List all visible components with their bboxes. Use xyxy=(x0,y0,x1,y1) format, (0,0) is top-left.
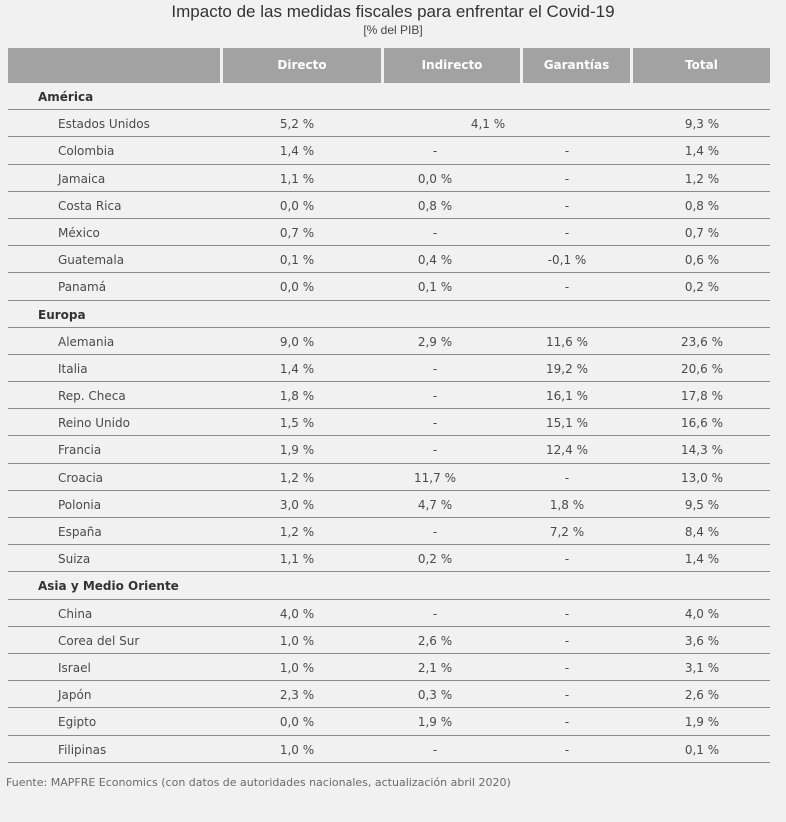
cell-indirecto: 4,7 % xyxy=(417,497,453,512)
cell-indirecto: 0,1 % xyxy=(417,280,453,295)
table-row xyxy=(8,165,770,192)
cell-garantias: 16,1 % xyxy=(546,389,588,404)
header-garantias: Garantías xyxy=(523,48,630,83)
cell-garantias: - xyxy=(564,742,570,757)
cell-directo: 0,0 % xyxy=(279,198,315,213)
cell-directo: 1,9 % xyxy=(279,443,315,458)
table-row xyxy=(8,192,770,219)
cell-indirecto: - xyxy=(432,742,438,757)
header-indirecto: Indirecto xyxy=(384,48,520,83)
region-label: Asia y Medio Oriente xyxy=(38,579,179,594)
table-row xyxy=(8,708,770,735)
cell-total: 0,1 % xyxy=(684,742,720,757)
cell-indirecto: - xyxy=(432,361,438,376)
cell-directo: 1,4 % xyxy=(279,361,315,376)
cell-indirecto: 0,2 % xyxy=(417,552,453,567)
cell-total: 3,1 % xyxy=(684,660,720,675)
cell-garantias: - xyxy=(564,470,570,485)
cell-total: 0,7 % xyxy=(684,225,720,240)
cell-garantias: - xyxy=(564,171,570,186)
cell-directo: 1,2 % xyxy=(279,470,315,485)
cell-directo: 1,8 % xyxy=(279,389,315,404)
cell-directo: 0,1 % xyxy=(279,253,315,268)
header-directo: Directo xyxy=(223,48,381,83)
table-body xyxy=(8,83,770,763)
country-label: Jamaica xyxy=(58,171,106,186)
cell-directo: 1,2 % xyxy=(279,525,315,539)
country-label: Francia xyxy=(58,443,102,458)
table-row xyxy=(8,518,770,545)
region-row xyxy=(8,83,770,110)
country-label: Polonia xyxy=(58,497,102,512)
cell-garantias: - xyxy=(564,715,570,730)
fiscal-measures-table xyxy=(8,48,770,763)
table-row xyxy=(8,137,770,164)
table-row xyxy=(8,681,770,708)
country-label: Israel xyxy=(58,660,91,675)
country-label: Colombia xyxy=(58,144,115,159)
cell-total: 1,2 % xyxy=(684,171,720,186)
table-row xyxy=(8,491,770,518)
cell-garantias: - xyxy=(564,688,570,703)
cell-indirecto: 0,0 % xyxy=(417,171,453,186)
table-row xyxy=(8,436,770,463)
cell-garantias: 12,4 % xyxy=(546,443,588,458)
cell-directo: 3,0 % xyxy=(279,497,315,512)
cell-total: 17,8 % xyxy=(681,389,723,404)
country-label: Alemania xyxy=(58,334,115,349)
table-row xyxy=(8,219,770,246)
region-row xyxy=(8,572,770,599)
country-label: Egipto xyxy=(58,715,97,730)
cell-total: 13,0 % xyxy=(681,470,723,485)
cell-indirecto: 2,1 % xyxy=(417,660,453,675)
cell-total: 9,3 % xyxy=(684,117,720,132)
cell-indirecto: 0,8 % xyxy=(417,198,453,213)
country-label: Suiza xyxy=(58,552,91,567)
country-label: China xyxy=(58,606,93,621)
cell-garantias: 11,6 % xyxy=(546,334,588,349)
country-label: Croacia xyxy=(58,470,104,485)
cell-total: 4,0 % xyxy=(684,606,720,621)
cell-directo: 2,3 % xyxy=(279,688,315,703)
cell-directo: 0,0 % xyxy=(279,280,315,295)
table-row xyxy=(8,627,770,654)
country-label: Panamá xyxy=(58,280,107,295)
country-label: Reino Unido xyxy=(58,416,130,431)
country-label: México xyxy=(58,225,100,240)
table-row xyxy=(8,600,770,627)
cell-directo: 4,0 % xyxy=(279,606,315,621)
country-label: Japón xyxy=(58,688,92,703)
cell-indirecto: 1,9 % xyxy=(417,715,453,730)
table-row xyxy=(8,464,770,491)
cell-garantias: - xyxy=(564,633,570,648)
header-label-col xyxy=(8,48,220,83)
cell-garantias: 19,2 % xyxy=(546,361,588,376)
cell-indirecto: - xyxy=(432,606,438,621)
cell-merged: 4,1 % xyxy=(470,117,506,132)
cell-indirecto: 0,3 % xyxy=(417,688,453,703)
cell-garantias: - xyxy=(564,660,570,675)
cell-garantias: - xyxy=(564,606,570,621)
cell-indirecto: 2,6 % xyxy=(417,633,453,648)
cell-total: 20,6 % xyxy=(681,361,723,376)
country-label: Estados Unidos xyxy=(58,117,150,132)
cell-indirecto: 0,4 % xyxy=(417,253,453,268)
cell-total: 8,4 % xyxy=(684,525,720,539)
table-header xyxy=(8,48,770,83)
country-label: Corea del Sur xyxy=(58,633,140,648)
cell-indirecto: - xyxy=(432,416,438,431)
table-row xyxy=(8,654,770,681)
cell-directo: 1,4 % xyxy=(279,144,315,159)
cell-directo: 0,7 % xyxy=(279,225,315,240)
cell-indirecto: - xyxy=(432,225,438,240)
cell-indirecto: - xyxy=(432,144,438,159)
country-label: Costa Rica xyxy=(58,198,122,213)
cell-indirecto: 2,9 % xyxy=(417,334,453,349)
table-row xyxy=(8,545,770,572)
header-total: Total xyxy=(633,48,770,83)
cell-directo: 9,0 % xyxy=(279,334,315,349)
region-label: Europa xyxy=(38,307,86,322)
cell-indirecto: - xyxy=(432,525,438,539)
cell-directo: 1,1 % xyxy=(279,552,315,567)
cell-garantias: - xyxy=(564,280,570,295)
country-label: Guatemala xyxy=(58,253,125,268)
cell-garantias: 15,1 % xyxy=(546,416,588,431)
cell-total: 0,8 % xyxy=(684,198,720,213)
cell-garantias: -0,1 % xyxy=(547,253,587,268)
cell-directo: 0,0 % xyxy=(279,715,315,730)
cell-garantias: 7,2 % xyxy=(549,525,585,539)
cell-garantias: - xyxy=(564,552,570,567)
cell-total: 23,6 % xyxy=(681,334,723,349)
table-row xyxy=(8,328,770,355)
cell-total: 1,4 % xyxy=(684,552,720,567)
country-label: Filipinas xyxy=(58,742,107,757)
table-row xyxy=(8,355,770,382)
cell-garantias: 1,8 % xyxy=(549,497,585,512)
region-row xyxy=(8,301,770,328)
cell-indirecto: - xyxy=(432,443,438,458)
cell-total: 1,9 % xyxy=(684,715,720,730)
cell-total: 0,6 % xyxy=(684,253,720,268)
cell-garantias: - xyxy=(564,198,570,213)
table-row xyxy=(8,110,770,137)
cell-directo: 5,2 % xyxy=(279,117,315,132)
cell-directo: 1,5 % xyxy=(279,416,315,431)
cell-total: 3,6 % xyxy=(684,633,720,648)
table-title: Impacto de las medidas fiscales para enfrentar el Covid-19 xyxy=(171,2,615,21)
table-row xyxy=(8,273,770,300)
table-row xyxy=(8,382,770,409)
cell-total: 16,6 % xyxy=(681,416,723,431)
cell-total: 2,6 % xyxy=(684,688,720,703)
cell-directo: 1,1 % xyxy=(279,171,315,186)
source-footnote: Fuente: MAPFRE Economics (con datos de autoridades nacionales, actualización abril 2020) xyxy=(6,776,511,789)
table-row xyxy=(8,246,770,273)
region-label: América xyxy=(38,90,94,104)
cell-garantias: - xyxy=(564,225,570,240)
table-subtitle: [% del PIB] xyxy=(363,23,423,37)
cell-indirecto: - xyxy=(432,389,438,404)
country-label: Italia xyxy=(58,361,88,376)
cell-garantias: - xyxy=(564,144,570,159)
cell-total: 14,3 % xyxy=(681,443,723,458)
cell-directo: 1,0 % xyxy=(279,633,315,648)
cell-total: 0,2 % xyxy=(684,280,720,295)
country-label: España xyxy=(58,525,102,539)
cell-directo: 1,0 % xyxy=(279,660,315,675)
table-row xyxy=(8,736,770,763)
cell-total: 9,5 % xyxy=(684,497,720,512)
cell-total: 1,4 % xyxy=(684,144,720,159)
cell-directo: 1,0 % xyxy=(279,742,315,757)
table-row xyxy=(8,409,770,436)
country-label: Rep. Checa xyxy=(58,389,126,404)
cell-indirecto: 11,7 % xyxy=(414,470,456,485)
